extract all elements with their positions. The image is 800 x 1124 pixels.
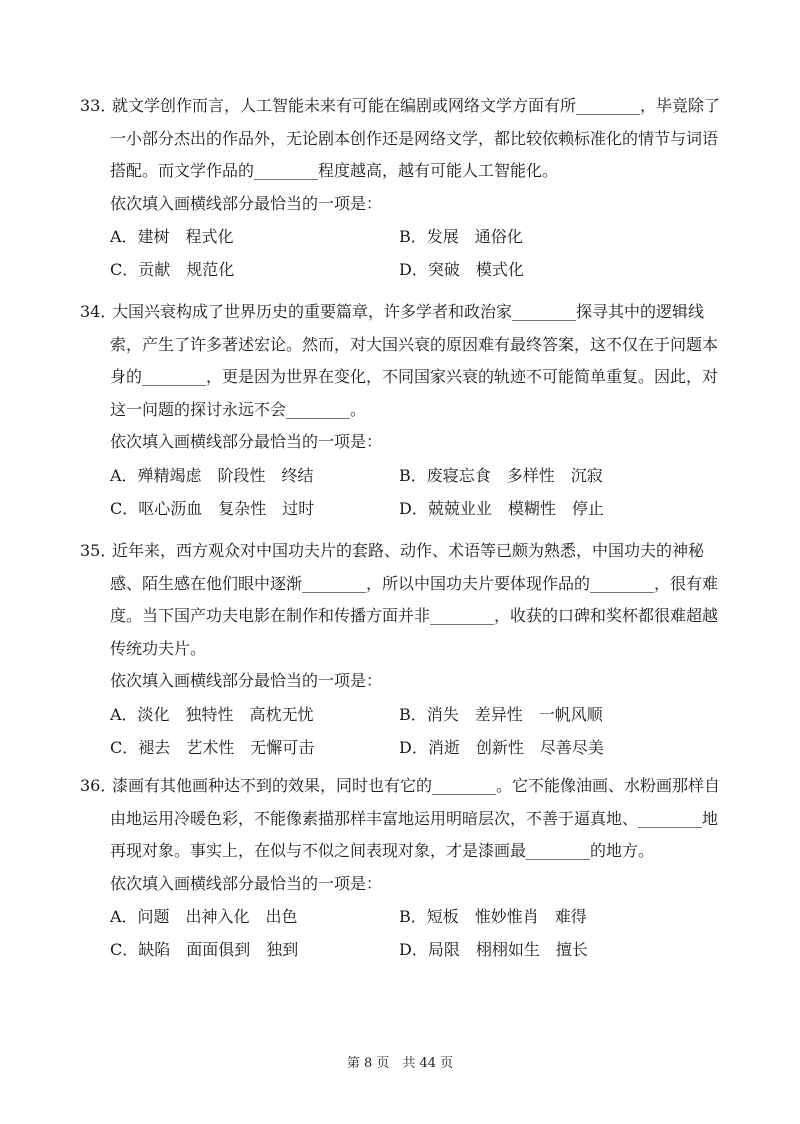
question-number: 35． <box>80 541 117 560</box>
options <box>80 900 720 966</box>
stem-line: 一小部分杰出的作品外，无论剧本创作还是网络文学，都比较依赖标准化的情节与词语 <box>110 128 719 148</box>
question-35 <box>80 535 720 764</box>
stem-line: 身的________，更是因为世界在变化，不同国家兴衰的轨迹不可能简单重复。因此，对 <box>110 367 719 386</box>
option-a[interactable]: A．殚精竭虑 阶段性 终结 <box>110 465 314 485</box>
question-instruction: 依次填入画横线部分最恰当的一项是： <box>110 873 383 893</box>
option-d[interactable]: D．消逝 创新性 尽善尽美 <box>399 737 604 757</box>
option-d[interactable]: D．局限 栩栩如生 擅长 <box>399 940 588 959</box>
option-c[interactable]: C．褪去 艺术性 无懈可击 <box>110 737 315 757</box>
stem-line: 再现对象。事实上，在似与不似之间表现对象，才是漆画最________的地方。 <box>110 841 655 860</box>
question-number: 36． <box>80 776 117 795</box>
question-36 <box>80 770 720 966</box>
question-instruction: 依次填入画横线部分最恰当的一项是： <box>110 671 383 690</box>
question-number: 33． <box>80 96 117 115</box>
stem-line: 搭配。而文学作品的________程度越高，越有可能人工智能化。 <box>110 161 559 180</box>
stem-line: 大国兴衰构成了世界历史的重要篇章，许多学者和政治家________探寻其中的逻辑线 <box>112 302 705 321</box>
stem-line: 就文学创作而言，人工智能未来有可能在编剧或网络文学方面有所________，毕竟除了 <box>112 96 721 115</box>
options <box>80 698 720 764</box>
option-d[interactable]: D．突破 模式化 <box>399 260 524 279</box>
stem-line: 这一问题的探讨永远不会________。 <box>110 399 367 419</box>
page-footer: 第 8 页 共 44 页 <box>346 1056 454 1071</box>
question-number: 34． <box>80 302 117 321</box>
stem-line: 索，产生了许多著述宏论。然而，对大国兴衰的原因难有最终答案，这不仅在于问题本 <box>110 334 719 354</box>
question-stem <box>80 90 720 188</box>
question-stem <box>80 296 720 426</box>
option-a[interactable]: A．问题 出神入化 出色 <box>110 907 298 926</box>
option-c[interactable]: C．呕心沥血 复杂性 过时 <box>110 498 315 518</box>
option-a[interactable]: A．建树 程式化 <box>110 227 234 246</box>
question-stem <box>80 770 720 868</box>
stem-line: 近年来，西方观众对中国功夫片的套路、动作、术语等已颇为熟悉，中国功夫的神秘 <box>112 541 705 560</box>
stem-line: 由地运用冷暖色彩，不能像素描那样丰富地运用明暗层次，不善于逼真地、________地 <box>110 808 719 828</box>
option-c[interactable]: C．缺陷 面面俱到 独到 <box>110 940 299 959</box>
stem-line: 感、陌生感在他们眼中逐渐________，所以中国功夫片要体现作品的________，很有难 <box>110 573 719 593</box>
option-d[interactable]: D．兢兢业业 模糊性 停止 <box>399 498 604 518</box>
option-b[interactable]: B．短板 惟妙惟肖 难得 <box>399 907 587 926</box>
question-instruction: 依次填入画横线部分最恰当的一项是： <box>110 193 383 213</box>
stem-line: 传统功夫片。 <box>110 638 207 658</box>
stem-line: 漆画有其他画种达不到的效果，同时也有它的________。它不能像油画、水粉画那样自 <box>112 776 721 795</box>
option-b[interactable]: B．发展 通俗化 <box>399 227 523 246</box>
option-a[interactable]: A．淡化 独特性 高枕无忧 <box>110 704 314 724</box>
question-stem <box>80 535 720 665</box>
option-b[interactable]: B．消失 差异性 一帆风顺 <box>399 704 603 724</box>
options <box>80 459 720 525</box>
question-instruction: 依次填入画横线部分最恰当的一项是： <box>110 432 383 451</box>
stem-line: 度。当下国产功夫电影在制作和传播方面并非________，收获的口碑和奖杯都很难超越 <box>110 606 719 625</box>
options <box>80 220 720 286</box>
question-33 <box>80 90 720 286</box>
option-b[interactable]: B．废寝忘食 多样性 沉寂 <box>399 465 603 485</box>
option-c[interactable]: C．贡献 规范化 <box>110 260 235 279</box>
question-34 <box>80 296 720 525</box>
